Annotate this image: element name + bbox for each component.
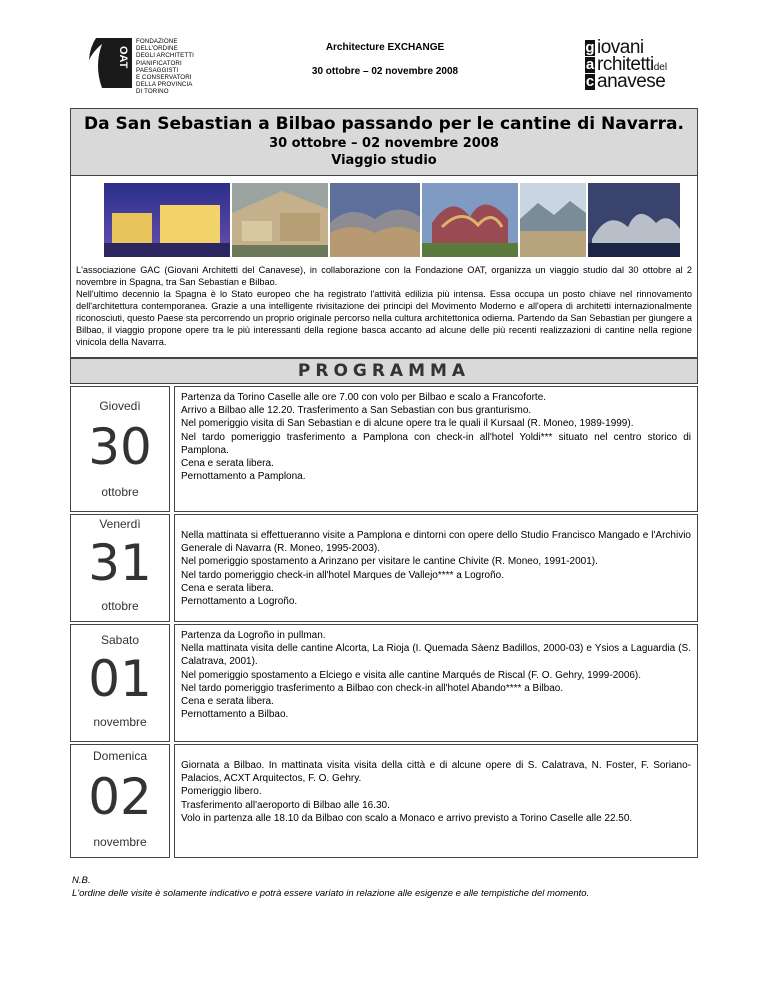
day-block [70,386,698,512]
day-block [70,514,698,622]
event-title: Da San Sebastian a Bilbao passando per le cantine di Navarra. [84,114,684,134]
day-number: 31 [88,534,152,592]
oat-foundation-text: FONDAZIONE DELL'ORDINE DEGLI ARCHITETTI PIANIFICATORI PAESAGGISTI E CONSERVATORI DELLA PROVINCIA DI TORINO [136,38,194,96]
gac-logo: g iovani a rchitettidel c anavese [585,37,668,92]
intro-paragraph: L'associazione GAC (Giovani Architetti del Canavese), in collaborazione con la Fondazione OAT, organizza un viaggio studio dal 30 ottobre al 2 novembre in Spagna, tra San Sebastian e Bilbao. [76,265,692,287]
day-schedule: Nella mattinata si effettueranno visite a Pamplona e dintorni con opere dello Studio Francisco Mangado e l'Archivio Generale di Navarra (R. Moneo, 1995-2003). Nel pomeriggio spostamento a Arinzano per visitare le cantine Chivite (R. Moneo, 1991-2001). Nel tardo pomeriggio check-in all'hotel Marques de Vallejo**** a Logroño. Cena e serata libera. Pernottamento a Logroño. [174,514,698,622]
day-label [70,624,170,742]
day-weekday: Domenica [92,749,148,763]
day-month: novembre [93,835,147,849]
day-block [70,624,698,742]
footnote-label: N.B. [72,875,91,886]
photo-strip [70,176,698,262]
day-month: novembre [93,715,147,729]
day-label [70,386,170,512]
day-weekday: Sabato [100,633,140,647]
day-number: 30 [88,418,152,476]
oat-logo [76,38,132,88]
intro-paragraph: Nell'ultimo decennio la Spagna è lo Stato europeo che ha registrato l'attività edilizia più intensa. Essa occupa un posto chiave nel rinnovamento dell'architettura contemporanea. Grazie a una intelligente rivisitazione dei principi del Movimento Moderno e all'opera di architetti internazionalmente riconosciuti, questo Paese sta percorrendo un proprio originale percorso nella cultura architettonica odierna. Partendo da San Sebastian per giungere a Bilbao, il viaggio propone opere tra le più interessanti della regione basca accanto ad alcune delle più recenti realizzazioni di cantine nella regione vinicola della Navarra. [76,289,692,347]
day-number: 01 [88,650,152,708]
footnote [72,874,672,900]
day-label [70,514,170,622]
day-month: ottobre [101,599,139,613]
photo-guggenheim [588,183,680,257]
intro-text [70,262,698,358]
header-title: Architecture EXCHANGE [325,42,445,53]
header-dates: 30 ottobre – 02 novembre 2008 [311,66,459,77]
program-heading: PROGRAMMA [70,358,698,384]
day-month: ottobre [101,485,139,499]
footnote-text: L'ordine delle visite è solamente indicativo e potrà essere variato in relazione alle esigenze e alle tempistiche del momento. [72,888,590,899]
photo-kursaal [104,183,230,257]
day-block [70,744,698,858]
photo-alcorta [520,183,586,257]
day-number: 02 [88,768,152,826]
event-dates: 30 ottobre – 02 novembre 2008 [269,136,499,151]
title-banner [70,108,698,176]
day-weekday: Giovedì [99,399,141,413]
oat-logo-text: OAT [117,46,129,69]
photo-marques-de-riscal [422,183,518,257]
photo-archive [232,183,328,257]
day-label [70,744,170,858]
day-weekday: Venerdì [99,517,141,531]
day-schedule: Partenza da Torino Caselle alle ore 7.00 con volo per Bilbao e scalo a Francoforte. Arrivo a Bilbao alle 12.20. Trasferimento a San Sebastian con bus granturismo. Nel pomeriggio visita di San Sebastian e di alcune opere tra le quali il Kursaal (R. Moneo, 1989-1999). Nel tardo pomeriggio trasferimento a Pamplona con check-in all'hotel Yoldi*** situato nel centro storico di Pamplona. Cena e serata libera. Pernottamento a Pamplona. [174,386,698,512]
event-subtitle: Viaggio studio [331,153,437,168]
day-schedule: Giornata a Bilbao. In mattinata visita visita della città e di alcune opere di S. Calatrava, N. Foster, F. Soriano-Palacios, ACXT Arquitectos, F. O. Gehry. Pomeriggio libero. Trasferimento all'aeroporto di Bilbao alle 16.30. Volo in partenza alle 18.10 da Bilbao con scalo a Monaco e arrivo previsto a Torino Caselle alle 22.50. [174,744,698,858]
day-schedule: Partenza da Logroño in pullman. Nella mattinata visita delle cantine Alcorta, La Rioja (I. Quemada Sàenz Badillos, 2000-03) e Ysios a Laguardia (S. Calatrava, 2001). Nel pomeriggio spostamento a Elciego e visita alle cantine Marqués de Riscal (F. O. Gehry, 1999-2006). Nel tardo pomeriggio trasferimento a Bilbao con check-in all'hotel Abando**** a Bilbao. Cena e serata libera. Pernottamento a Bilbao. [174,624,698,742]
photo-ysios [330,183,420,257]
